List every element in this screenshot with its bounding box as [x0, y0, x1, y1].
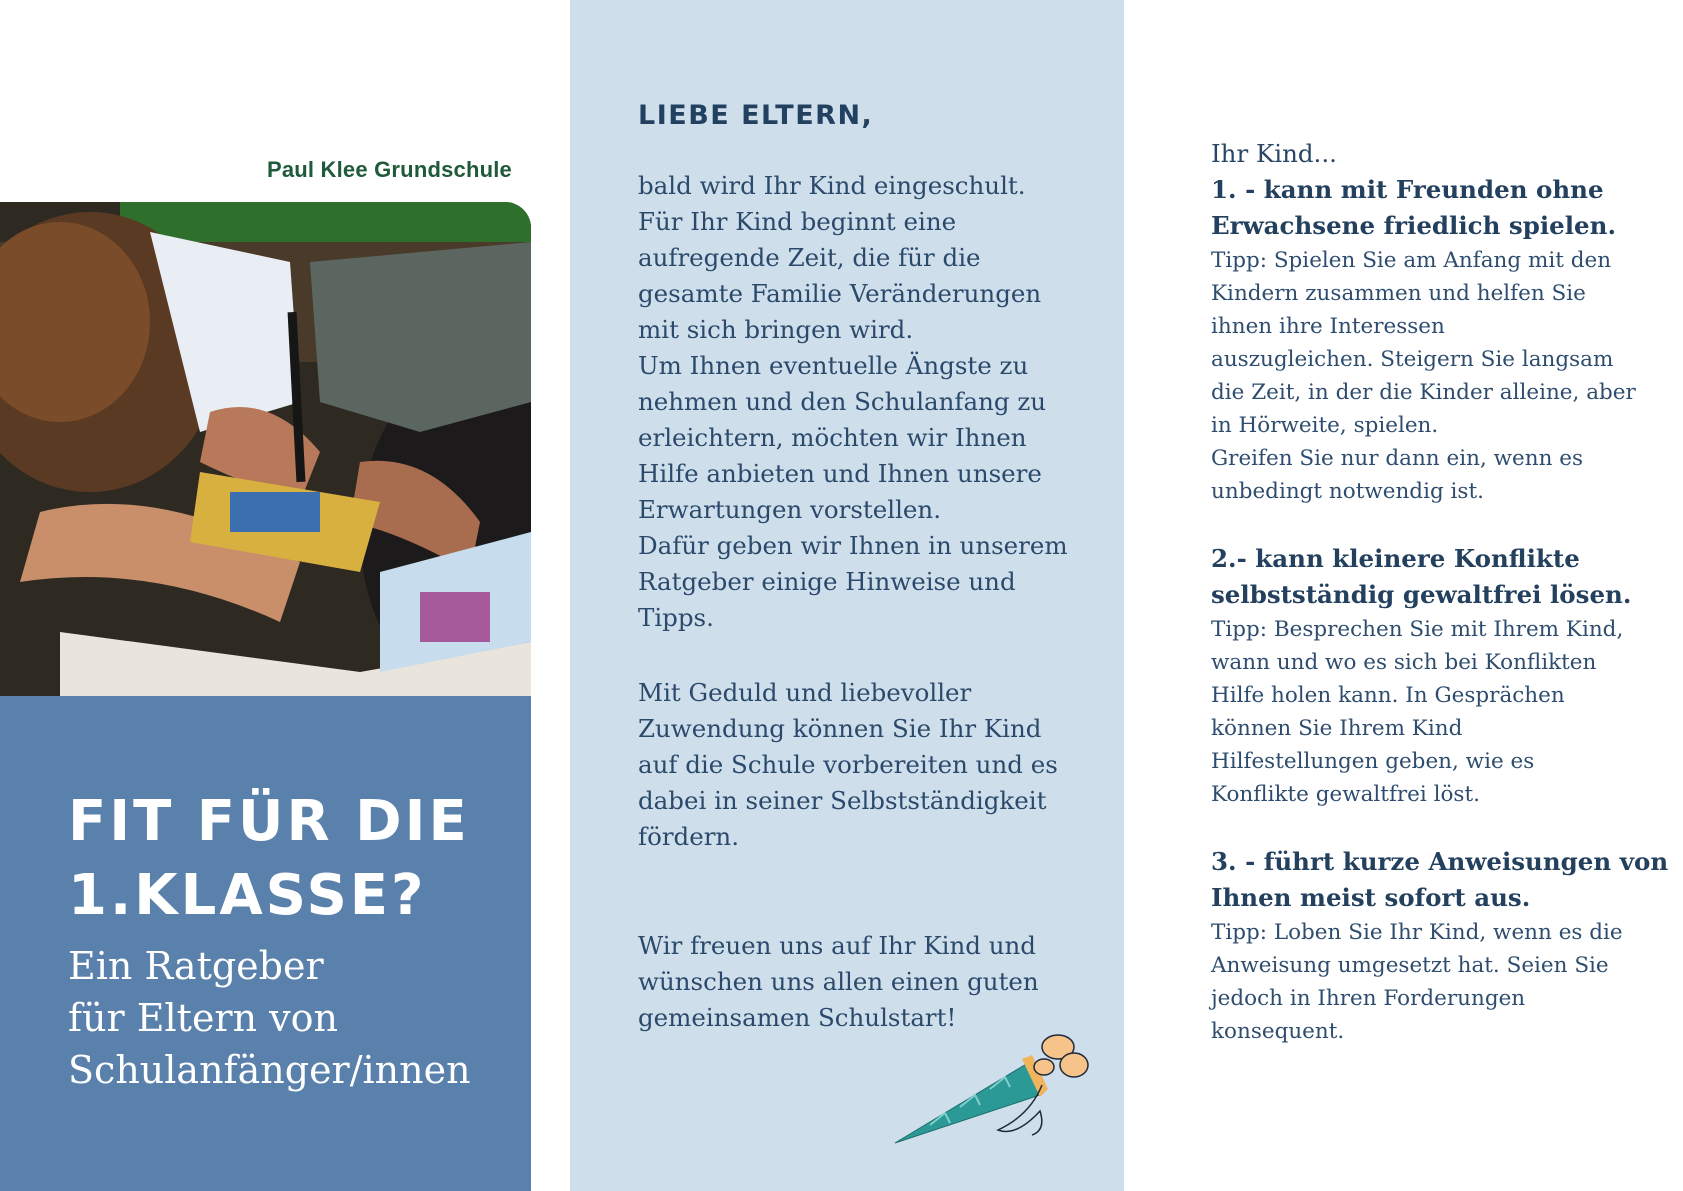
text-line: auf die Schule vorbereiten und es — [638, 750, 1058, 779]
text-line: Für Ihr Kind beginnt eine — [638, 207, 957, 236]
item-tip: Anweisung umgesetzt hat. Seien Sie — [1211, 953, 1609, 978]
item-tip: die Zeit, in der die Kinder alleine, aber — [1211, 380, 1636, 405]
text-line: gemeinsamen Schulstart! — [638, 1003, 957, 1032]
text-line: Um Ihnen eventuelle Ängste zu — [638, 351, 1029, 380]
item-tip: unbedingt notwendig ist. — [1211, 479, 1484, 504]
item-tip: in Hörweite, spielen. — [1211, 413, 1439, 438]
item-heading: Ihnen meist sofort aus. — [1211, 883, 1531, 912]
middle-paragraph-1 — [638, 168, 1078, 636]
item-tip: wann und wo es sich bei Konflikten — [1211, 650, 1597, 675]
item-tip: Hilfestellungen geben, wie es — [1211, 749, 1535, 774]
item-tip: Tipp: Spielen Sie am Anfang mit den — [1211, 248, 1612, 273]
right-column — [1211, 136, 1669, 1048]
item-tip: Hilfe holen kann. In Gesprächen — [1211, 683, 1565, 708]
text-line: nehmen und den Schulanfang zu — [638, 387, 1047, 416]
item-heading: 2.- kann kleinere Konflikte — [1211, 544, 1580, 573]
text-line: gesamte Familie Veränderungen — [638, 279, 1042, 308]
item-tip: Tipp: Besprechen Sie mit Ihrem Kind, — [1211, 617, 1624, 642]
item-heading: selbstständig gewaltfrei lösen. — [1211, 580, 1632, 609]
item-tip: jedoch in Ihren Forderungen — [1211, 986, 1526, 1011]
text-line: wünschen uns allen einen guten — [638, 967, 1039, 996]
text-line: Hilfe anbieten und Ihnen unsere — [638, 459, 1042, 488]
right-intro: Ihr Kind... — [1211, 139, 1337, 168]
item-tip: Kindern zusammen und helfen Sie — [1211, 281, 1586, 306]
text-line: Dafür geben wir Ihnen in unserem — [638, 531, 1068, 560]
item-heading: Erwachsene friedlich spielen. — [1211, 211, 1616, 240]
school-cone-icon — [890, 1015, 1090, 1154]
cover-title-line: FIT FÜR DIE — [68, 789, 470, 854]
cover-subtitle — [68, 940, 528, 1096]
text-line: mit sich bringen wird. — [638, 315, 914, 344]
text-line: Mit Geduld und liebevoller — [638, 678, 972, 707]
cover-subtitle-line: Schulanfänger/innen — [68, 1048, 471, 1092]
cover-title-line: 1.KLASSE? — [68, 863, 427, 928]
item-tip: auszugleichen. Steigern Sie langsam — [1211, 347, 1614, 372]
item-heading: 3. - führt kurze Anweisungen von — [1211, 847, 1669, 876]
cover-subtitle-line: Ein Ratgeber — [68, 944, 324, 988]
children-reading-photo — [0, 202, 531, 696]
text-line: Erwartungen vorstellen. — [638, 495, 941, 524]
item-tip: Tipp: Loben Sie Ihr Kind, wenn es die — [1211, 920, 1623, 945]
item-tip: können Sie Ihrem Kind — [1211, 716, 1463, 741]
text-line: Zuwendung können Sie Ihr Kind — [638, 714, 1042, 743]
text-line: bald wird Ihr Kind eingeschult. — [638, 171, 1026, 200]
text-line: Tipps. — [638, 603, 714, 632]
middle-heading: LIEBE ELTERN, — [638, 100, 874, 131]
text-line: erleichtern, möchten wir Ihnen — [638, 423, 1027, 452]
text-line: aufregende Zeit, die für die — [638, 243, 981, 272]
text-line: Wir freuen uns auf Ihr Kind und — [638, 931, 1036, 960]
item-tip: Konflikte gewaltfrei löst. — [1211, 782, 1480, 807]
item-heading: 1. - kann mit Freunden ohne — [1211, 175, 1604, 204]
cover-title — [68, 785, 518, 933]
cover-subtitle-line: für Eltern von — [68, 996, 338, 1040]
item-tip: konsequent. — [1211, 1019, 1345, 1044]
item-tip: Greifen Sie nur dann ein, wenn es — [1211, 446, 1584, 471]
school-name: Paul Klee Grundschule — [266, 157, 512, 182]
text-line: Ratgeber einige Hinweise und — [638, 567, 1016, 596]
text-line: dabei in seiner Selbstständigkeit — [638, 786, 1047, 815]
middle-paragraph-2 — [638, 675, 1078, 855]
item-tip: ihnen ihre Interessen — [1211, 314, 1445, 339]
text-line: fördern. — [638, 822, 739, 851]
